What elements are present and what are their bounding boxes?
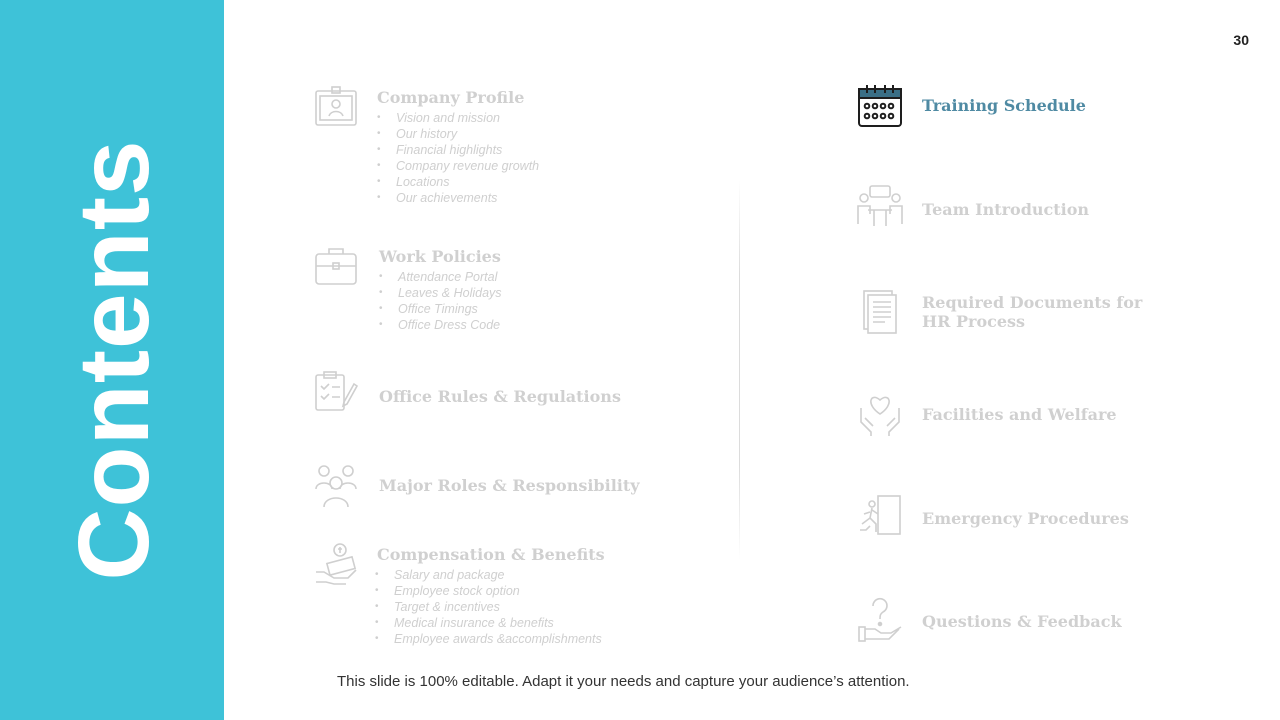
briefcase-icon: [314, 244, 358, 286]
question-hand-icon: [857, 597, 903, 643]
list-item: • Office Dress Code: [379, 317, 502, 333]
list-item: • Employee stock option: [375, 583, 602, 599]
meeting-table-icon: [856, 184, 904, 228]
column-divider: [739, 180, 740, 560]
list-item: • Our achievements: [377, 190, 539, 206]
bullet-list: [377, 110, 539, 206]
item-heading: Office Rules & Regulations: [379, 387, 621, 406]
item-heading: Team Introduction: [922, 200, 1090, 219]
item-heading: Work Policies: [379, 247, 501, 266]
list-item: • Our history: [377, 126, 539, 142]
list-item: • Medical insurance & benefits: [375, 615, 602, 631]
list-item: • Employee awards &accomplishments: [375, 631, 602, 647]
list-item: • Leaves & Holidays: [379, 285, 502, 301]
item-heading: Facilities and Welfare: [922, 405, 1117, 424]
footer-note: This slide is 100% editable. Adapt it your needs and capture your audience’s attention.: [337, 673, 910, 690]
item-heading: Questions & Feedback: [922, 612, 1122, 631]
documents-icon: [860, 290, 900, 334]
emergency-exit-icon: [858, 494, 902, 536]
sidebar-panel: [0, 0, 224, 720]
clipboard-checklist-icon: [314, 370, 358, 412]
list-item: • Office Timings: [379, 301, 502, 317]
item-heading: Major Roles & Responsibility: [379, 476, 640, 495]
heart-hands-icon: [857, 390, 903, 438]
page-number: 30: [1233, 32, 1249, 48]
list-item: • Attendance Portal: [379, 269, 502, 285]
team-people-icon: [314, 463, 358, 509]
calendar-icon: [857, 84, 903, 128]
list-item: • Financial highlights: [377, 142, 539, 158]
bullet-list: [375, 567, 602, 647]
list-item: • Salary and package: [375, 567, 602, 583]
list-item: • Target & incentives: [375, 599, 602, 615]
sidebar-title: Contents: [58, 139, 170, 581]
item-heading: Emergency Procedures: [922, 509, 1129, 528]
list-item: • Company revenue growth: [377, 158, 539, 174]
item-heading: Required Documents for: [922, 293, 1143, 312]
money-hand-icon: [314, 542, 358, 586]
item-heading: Training Schedule: [922, 96, 1086, 115]
item-heading: Compensation & Benefits: [377, 545, 605, 564]
bullet-list: [379, 269, 502, 333]
list-item: • Locations: [377, 174, 539, 190]
id-badge-icon: [314, 86, 358, 128]
item-heading-line2: HR Process: [922, 312, 1026, 331]
item-heading: Company Profile: [377, 88, 525, 107]
list-item: • Vision and mission: [377, 110, 539, 126]
